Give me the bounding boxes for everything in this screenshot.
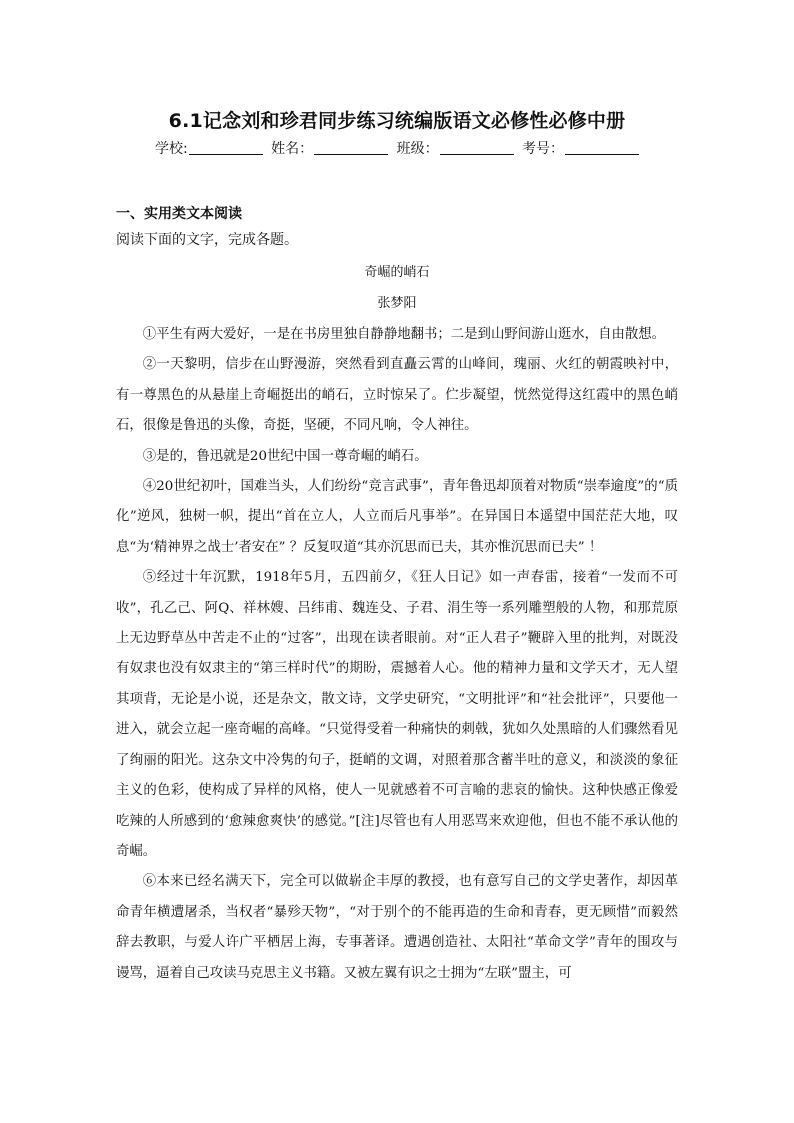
name-blank[interactable] (314, 140, 388, 155)
paragraph-6: ⑥本来已经名满天下，完全可以做崭企丰厚的教授，也有意写自己的文学史著作，却因革命青年横遭屠杀，当权者“暴殄天物”，“对于别个的不能再造的生命和青春，更无顾惜”而毅然辞去教职，与爱人许广平栖居上海，专事著译。遭遇创造社、太阳社“革命文学”青年的围攻与谩骂，逼着自己攻读马克思主义书籍。又被左翼有识之士拥为“左联”盟主，可 (116, 874, 678, 981)
essay-author: 张梦阳 (377, 296, 417, 311)
essay-body (116, 320, 678, 989)
school-field[interactable] (155, 138, 263, 158)
name-field[interactable] (271, 138, 388, 158)
section-instruction: 阅读下面的文字，完成各题。 (116, 232, 298, 248)
essay-title: 奇崛的峭石 (364, 265, 430, 280)
school-blank[interactable] (189, 140, 263, 155)
paragraph-1: ①平生有两大爱好，一是在书房里独自静静地翻书；二是到山野间游山逛水，自由散想。 (142, 327, 666, 342)
class-blank[interactable] (440, 140, 514, 155)
name-label: 姓名： (271, 141, 314, 157)
paragraph-3: ③是的，鲁迅就是20世纪中国一尊奇崛的峭石。 (142, 448, 428, 464)
class-field[interactable] (397, 138, 514, 158)
exam-number-field[interactable] (522, 138, 639, 158)
exam-number-blank[interactable] (565, 140, 639, 155)
section-heading: 一、实用类文本阅读 (116, 206, 242, 222)
class-label: 班级： (396, 141, 439, 157)
paragraph-5: ⑤经过十年沉默，1918年5月，五四前夕，《狂人日记》如一声春雷，接着“一发而不可收”，孔乙己、阿Q、祥林嫂、吕纬甫、魏连殳、子君、涓生等一系列雕塑般的人物，和那荒原上无边野草丛中苦走不止的“过客”，出现在读者眼前。对“正人君子”鞭辟入里的批判，对既没有奴隶也没有奴隶主的“第三样时代”的期盼，震撼着人心。他的精神力量和文学天才，无人望其项背，无论是小说，还是杂文，散文诗，文学史研究，“文明批评”和“社会批评”，只要他一进入，就会立起一座奇崛的高峰。“只觉得受着一种痛快的刺戟，犹如久处黑暗的人们骤然看见了绚丽的阳光。这杂文中冷隽的句子，挺峭的文调，对照着那含蓄半吐的意义，和淡淡的象征主义的色彩，使构成了异样的风格，使人一见就感着不可言喻的悲哀的愉快。这种快感正像爱吃辣的人所感到的‘愈辣愈爽快’的感觉。”[注]尽管也有人用恶骂来欢迎他，但也不能不承认他的奇崛。 (116, 570, 678, 859)
student-info-fields (0, 138, 794, 158)
paragraph-4: ④20世纪初叶，国难当头，人们纷纷“竞言武事”，青年鲁迅却顶着对物质“崇奉逾度”的“质化”逆风，独树一帜，提出“首在立人，人立而后凡事举”。在异国日本遥望中国茫茫大地，叹息“为‘精神界之战士’者安在” ？反复叹道“其亦沉思而已夫，其亦惟沉思而已夫” ！ (116, 479, 678, 555)
paragraph-2: ②一天黎明，信步在山野漫游，突然看到直矗云霄的山峰间，瑰丽、火红的朝霞映衬中，有一尊黑色的从悬崖上奇崛挺出的峭石，立时惊呆了。伫步凝望，恍然觉得这红霞中的黑色峭石，很像是鲁迅的头像，奇挺，坚硬，不同凡响，令人神往。 (116, 357, 678, 434)
page-title: 6.1记念刘和珍君同步练习统编版语文必修性必修中册 (168, 110, 626, 132)
school-label: 学校: (154, 141, 188, 157)
exam-number-label: 考号： (522, 141, 565, 157)
